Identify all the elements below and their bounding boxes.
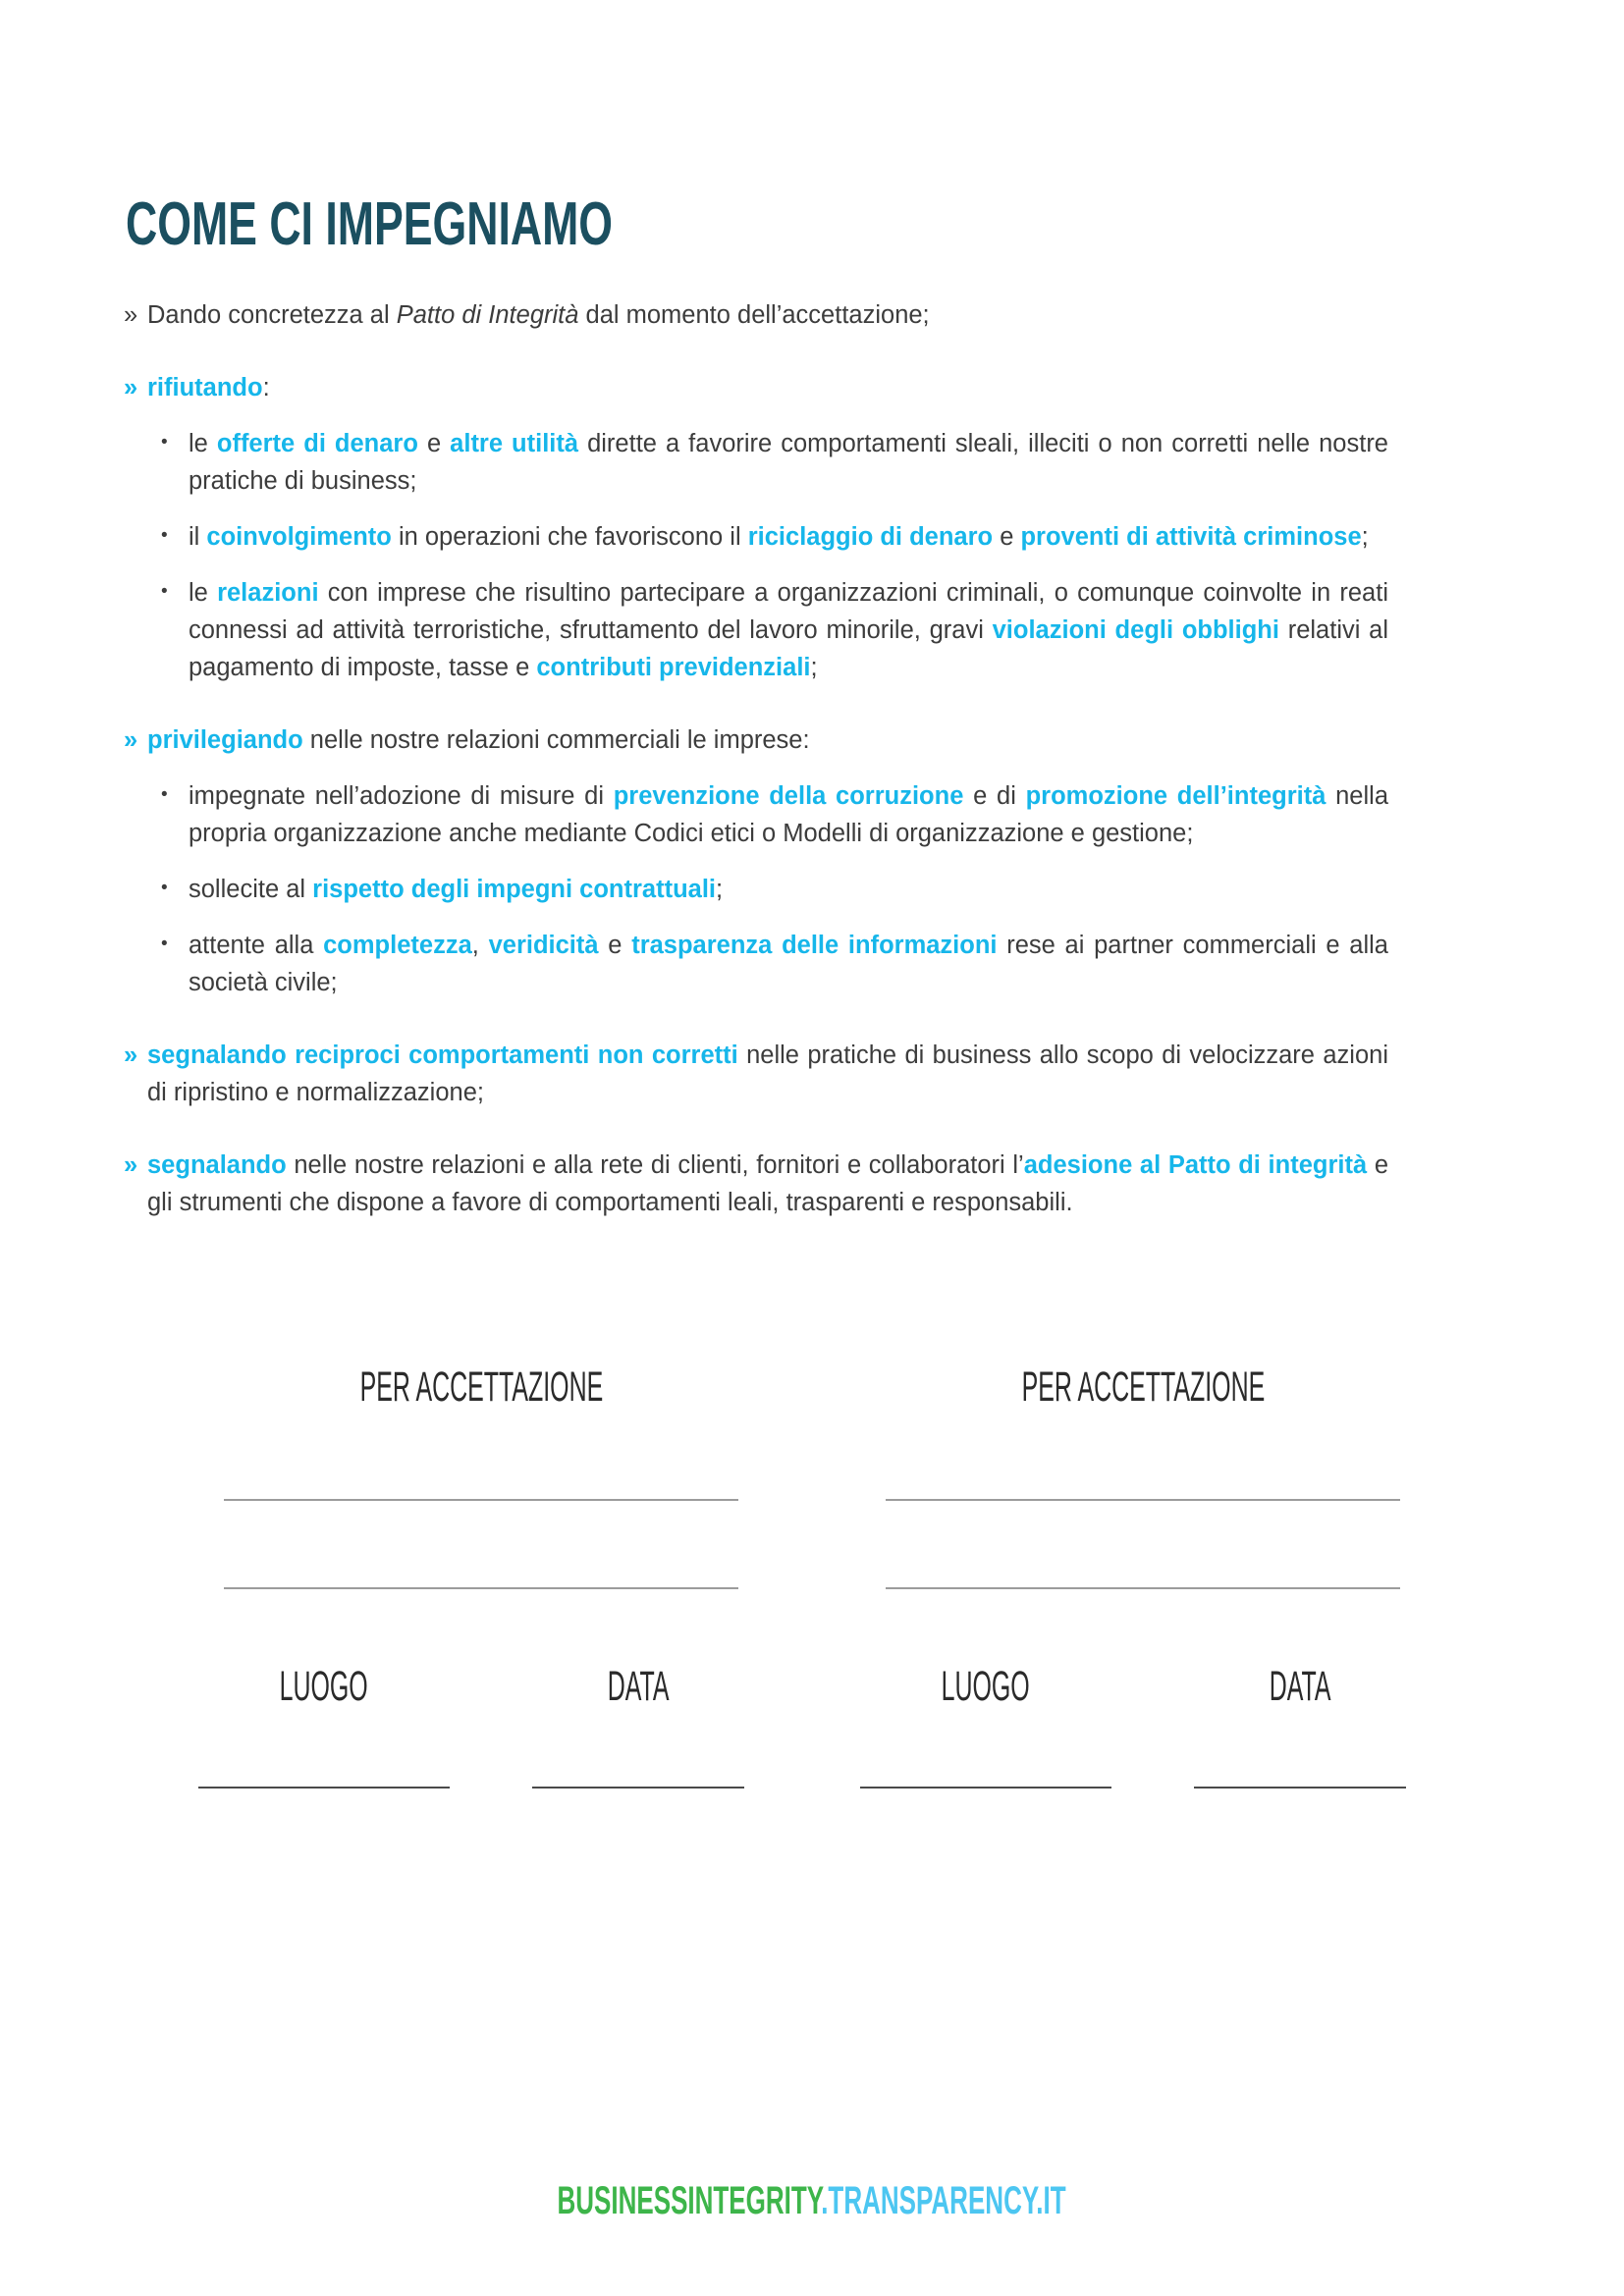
signature-line[interactable] xyxy=(886,1587,1400,1589)
text-segment: e xyxy=(417,430,451,457)
chevron-bullet-marker: » xyxy=(124,374,138,401)
text-segment: relativi al pagamento di imposte, tasse e xyxy=(189,616,1389,681)
acceptance-label: PER ACCETTAZIONE xyxy=(359,1363,603,1411)
text-segment: relazioni xyxy=(217,579,319,607)
text-segment: ; xyxy=(1361,523,1369,551)
signature-column-right xyxy=(829,1363,1457,1789)
data-line[interactable] xyxy=(1194,1787,1406,1789)
text-segment: coinvolgimento xyxy=(206,523,392,551)
chevron-bullet-marker: » xyxy=(124,1151,138,1179)
text-segment: proventi di attività criminose xyxy=(1020,523,1362,551)
text-segment: e xyxy=(598,932,632,959)
signature-section xyxy=(0,1363,1624,1789)
signature-line[interactable] xyxy=(224,1499,738,1501)
text-segment: rispetto degli impegni contrattuali xyxy=(312,876,717,903)
text-segment: ; xyxy=(716,876,724,903)
text-segment: , xyxy=(471,932,489,959)
chevron-bullet-marker: » xyxy=(124,301,138,329)
bullet-item xyxy=(126,296,1388,334)
dot-bullet-marker: • xyxy=(161,934,168,954)
text-segment: completezza xyxy=(323,932,472,959)
sub-bullet-item xyxy=(159,425,1388,500)
commitment-list xyxy=(126,296,1388,1221)
data-label: DATA xyxy=(607,1663,670,1710)
data-label: DATA xyxy=(1269,1663,1331,1710)
acceptance-label: PER ACCETTAZIONE xyxy=(1021,1363,1265,1411)
text-segment: impegnate nell’adozione di misure di xyxy=(189,782,614,810)
page-footer xyxy=(0,2181,1624,2220)
text-segment: le xyxy=(189,579,218,607)
dot-bullet-marker: • xyxy=(161,525,168,546)
text-segment: rifiutando xyxy=(147,374,263,401)
luogo-line[interactable] xyxy=(198,1787,450,1789)
text-segment: e di xyxy=(963,782,1026,810)
text-segment: prevenzione della corruzione xyxy=(613,782,964,810)
data-line[interactable] xyxy=(532,1787,744,1789)
chevron-bullet-marker: » xyxy=(124,1041,138,1069)
text-segment: promozione dell’integrità xyxy=(1025,782,1326,810)
luogo-line[interactable] xyxy=(860,1787,1111,1789)
bullet-item xyxy=(126,369,1388,406)
text-segment: segnalando reciproci comportamenti non corretti xyxy=(147,1041,738,1069)
text-segment: nella propria organizzazione anche mediante Codici etici o Modelli di organizzazione e gestione; xyxy=(189,782,1388,847)
sub-bullet-item xyxy=(159,777,1388,852)
text-segment: veridicità xyxy=(488,932,599,959)
chevron-bullet-marker: » xyxy=(124,726,138,754)
signature-line[interactable] xyxy=(886,1499,1400,1501)
text-segment: : xyxy=(262,374,270,401)
text-segment: offerte di denaro xyxy=(216,430,418,457)
text-segment: dirette a favorire comportamenti sleali, illeciti o non corretti nelle nostre pratiche di business; xyxy=(189,430,1388,495)
text-segment: violazioni degli obblighi xyxy=(992,616,1279,644)
bullet-item xyxy=(126,1037,1388,1111)
dot-bullet-marker: • xyxy=(161,784,168,805)
text-segment: Patto di Integrità xyxy=(396,301,579,329)
dot-bullet-marker: • xyxy=(161,878,168,898)
text-segment: ; xyxy=(810,654,818,681)
text-segment: trasparenza delle informazioni xyxy=(631,932,998,959)
signature-column-left xyxy=(167,1363,795,1789)
sub-bullet-item xyxy=(159,574,1388,686)
text-segment: dal momento dell’accettazione; xyxy=(578,301,930,329)
text-segment: il xyxy=(189,523,207,551)
dot-bullet-marker: • xyxy=(161,581,168,602)
text-segment: segnalando xyxy=(147,1151,287,1179)
text-segment: riciclaggio di denaro xyxy=(747,523,994,551)
signature-line[interactable] xyxy=(224,1587,738,1589)
text-segment: nelle nostre relazioni e alla rete di clienti, fornitori e collaboratori l’ xyxy=(286,1151,1024,1179)
text-segment: nelle nostre relazioni commerciali le imprese: xyxy=(302,726,810,754)
text-segment: in operazioni che favoriscono il xyxy=(391,523,748,551)
text-segment: adesione al Patto di integrità xyxy=(1023,1151,1368,1179)
sub-bullet-item xyxy=(159,927,1388,1001)
text-segment: contributi previdenziali xyxy=(536,654,811,681)
bullet-item xyxy=(126,1147,1388,1221)
text-segment: rese ai partner commerciali e alla società civile; xyxy=(189,932,1388,996)
text-segment: e gli strumenti che dispone a favore di comportamenti leali, trasparenti e responsabili. xyxy=(147,1151,1388,1216)
footer-brand-cyan: .TRANSPARENCY.IT xyxy=(821,2179,1067,2222)
footer-brand-green: BUSINESSINTEGRITY xyxy=(557,2179,822,2222)
sub-bullet-item xyxy=(159,871,1388,908)
text-segment: privilegiando xyxy=(147,726,303,754)
text-segment: altre utilità xyxy=(450,430,579,457)
text-segment: con imprese che risultino partecipare a organizzazioni criminali, o comunque coinvolte in reati connessi ad attività terroristiche, sfruttamento del lavoro minorile, gravi xyxy=(189,579,1388,644)
sub-bullet-item xyxy=(159,518,1388,556)
bullet-item xyxy=(126,721,1388,759)
luogo-label: LUOGO xyxy=(941,1663,1031,1710)
page-title: COME CI IMPEGNIAMO xyxy=(126,190,614,258)
dot-bullet-marker: • xyxy=(161,432,168,453)
text-segment: sollecite al xyxy=(189,876,313,903)
text-segment: attente alla xyxy=(189,932,324,959)
document-content xyxy=(124,190,1389,1221)
text-segment: Dando concretezza al xyxy=(147,301,397,329)
text-segment: e xyxy=(993,523,1021,551)
text-segment: nelle pratiche di business allo scopo di velocizzare azioni di ripristino e normalizzazione; xyxy=(147,1041,1388,1106)
luogo-label: LUOGO xyxy=(279,1663,369,1710)
text-segment: le xyxy=(189,430,217,457)
